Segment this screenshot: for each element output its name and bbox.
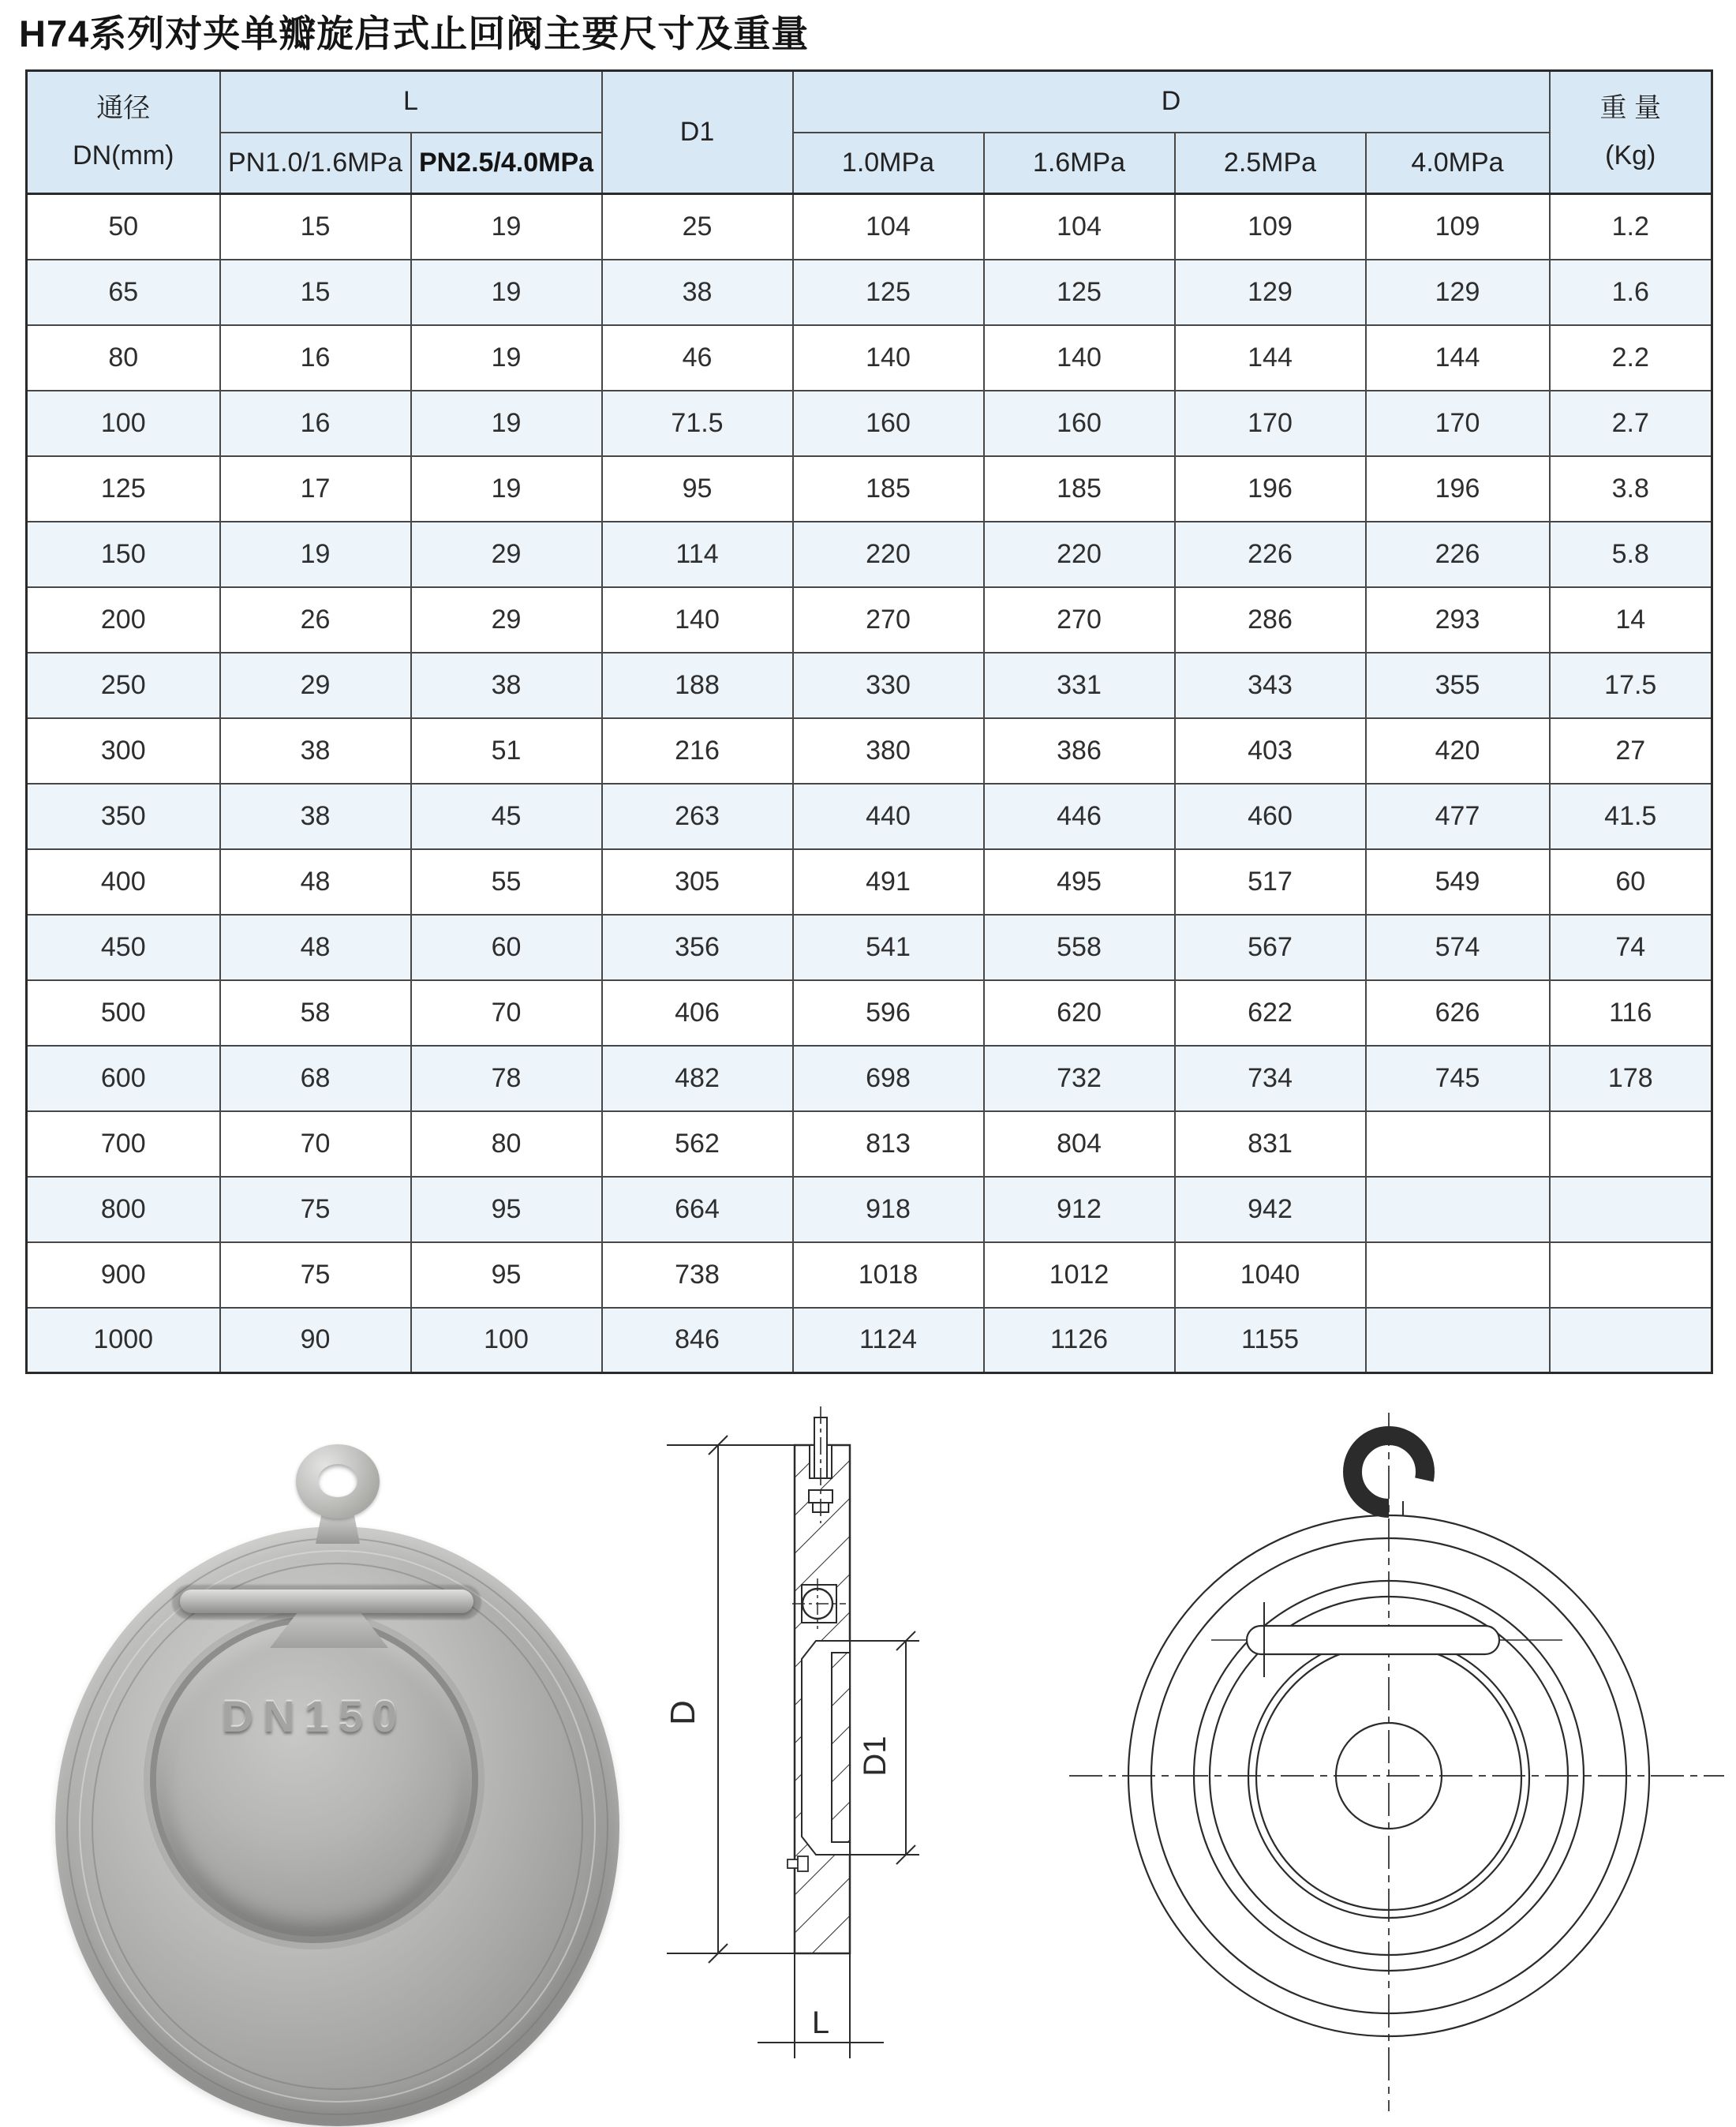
table-cell: 356: [602, 915, 793, 980]
table-cell: 188: [602, 653, 793, 718]
table-cell: 831: [1175, 1111, 1366, 1177]
cell-dn: 900: [27, 1242, 220, 1308]
table-cell: 293: [1366, 587, 1550, 653]
table-cell: 38: [220, 784, 411, 849]
table-cell: 95: [411, 1177, 602, 1242]
table-cell: 125: [984, 260, 1175, 325]
col-header-d1: D1: [602, 71, 793, 194]
table-cell: 734: [1175, 1046, 1366, 1111]
table-cell: 29: [220, 653, 411, 718]
table-cell: 71.5: [602, 391, 793, 456]
table-cell: 541: [793, 915, 984, 980]
cell-dn: 50: [27, 194, 220, 260]
table-cell: 140: [793, 325, 984, 391]
table-cell: 440: [793, 784, 984, 849]
table-cell: 330: [793, 653, 984, 718]
table-cell: 100: [411, 1308, 602, 1373]
table-cell: 813: [793, 1111, 984, 1177]
table-cell: 144: [1366, 325, 1550, 391]
stop-bar: [180, 1590, 473, 1613]
table-cell: 226: [1366, 522, 1550, 587]
table-cell: 220: [984, 522, 1175, 587]
table-cell: [1550, 1308, 1712, 1373]
table-row: [27, 391, 1712, 456]
dimension-l-label: L: [811, 2005, 830, 2040]
table-cell: 738: [602, 1242, 793, 1308]
table-cell: [1366, 1308, 1550, 1373]
dimension-d-label: D: [664, 1700, 702, 1725]
table-cell: 912: [984, 1177, 1175, 1242]
table-cell: 17.5: [1550, 653, 1712, 718]
table-cell: 270: [793, 587, 984, 653]
table-cell: 2.7: [1550, 391, 1712, 456]
table-row: [27, 325, 1712, 391]
table-cell: 14: [1550, 587, 1712, 653]
table-cell: 38: [411, 653, 602, 718]
table-row: [27, 1242, 1712, 1308]
table-cell: 482: [602, 1046, 793, 1111]
col-header-dn-line2: DN(mm): [73, 140, 174, 170]
table-cell: 75: [220, 1177, 411, 1242]
table-cell: 698: [793, 1046, 984, 1111]
table-cell: 420: [1366, 718, 1550, 784]
table-cell: 55: [411, 849, 602, 915]
table-cell: 46: [602, 325, 793, 391]
table-cell: 196: [1175, 456, 1366, 522]
cell-dn: 400: [27, 849, 220, 915]
table-cell: 178: [1550, 1046, 1712, 1111]
table-cell: 622: [1175, 980, 1366, 1046]
col-header-d-4.0mpa: 4.0MPa: [1366, 133, 1550, 194]
col-header-d-1.0mpa: 1.0MPa: [793, 133, 984, 194]
table-cell: 51: [411, 718, 602, 784]
table-cell: 477: [1366, 784, 1550, 849]
cell-dn: 300: [27, 718, 220, 784]
cell-dn: 1000: [27, 1308, 220, 1373]
table-cell: 732: [984, 1046, 1175, 1111]
table-cell: 745: [1366, 1046, 1550, 1111]
table-cell: 74: [1550, 915, 1712, 980]
table-cell: 19: [411, 391, 602, 456]
table-cell: 140: [602, 587, 793, 653]
table-cell: 491: [793, 849, 984, 915]
disc-size-label: DN150: [221, 1691, 407, 1741]
table-cell: 918: [793, 1177, 984, 1242]
col-header-l-group: L: [220, 71, 602, 133]
table-row: [27, 784, 1712, 849]
table-cell: 386: [984, 718, 1175, 784]
cell-dn: 125: [27, 456, 220, 522]
table-row: [27, 915, 1712, 980]
table-cell: 620: [984, 980, 1175, 1046]
table-cell: 170: [1175, 391, 1366, 456]
table-cell: [1550, 1111, 1712, 1177]
table-cell: 19: [411, 325, 602, 391]
front-view-drawing: [1057, 1389, 1736, 2127]
table-cell: 15: [220, 194, 411, 260]
table-cell: 495: [984, 849, 1175, 915]
cell-dn: 200: [27, 587, 220, 653]
table-cell: 664: [602, 1177, 793, 1242]
table-cell: 75: [220, 1242, 411, 1308]
table-cell: 5.8: [1550, 522, 1712, 587]
table-row: [27, 1046, 1712, 1111]
table-cell: 70: [411, 980, 602, 1046]
table-cell: 403: [1175, 718, 1366, 784]
table-cell: 19: [411, 194, 602, 260]
table-cell: 26: [220, 587, 411, 653]
table-cell: 270: [984, 587, 1175, 653]
table-cell: 29: [411, 522, 602, 587]
table-cell: 160: [793, 391, 984, 456]
table-header: [27, 71, 1712, 194]
col-header-l-pn-high: PN2.5/4.0MPa: [411, 133, 602, 194]
table-cell: 95: [602, 456, 793, 522]
stop-bar-outline: [1211, 1602, 1562, 1677]
table-cell: 78: [411, 1046, 602, 1111]
table-cell: 27: [1550, 718, 1712, 784]
table-cell: 16: [220, 325, 411, 391]
col-header-l-pn-low: PN1.0/1.6MPa: [220, 133, 411, 194]
col-header-weight: [1550, 71, 1712, 194]
table-row: [27, 522, 1712, 587]
table-cell: 58: [220, 980, 411, 1046]
table-cell: [1366, 1242, 1550, 1308]
table-cell: 804: [984, 1111, 1175, 1177]
table-cell: 144: [1175, 325, 1366, 391]
table-row: [27, 260, 1712, 325]
cell-dn: 150: [27, 522, 220, 587]
col-header-dn: [27, 71, 220, 194]
table-cell: 343: [1175, 653, 1366, 718]
table-cell: 263: [602, 784, 793, 849]
table-cell: 129: [1366, 260, 1550, 325]
table-cell: 109: [1366, 194, 1550, 260]
table-cell: 140: [984, 325, 1175, 391]
table-cell: 2.2: [1550, 325, 1712, 391]
table-cell: 406: [602, 980, 793, 1046]
table-cell: 114: [602, 522, 793, 587]
col-header-weight-line2: (Kg): [1605, 140, 1656, 170]
table-row: [27, 1308, 1712, 1373]
table-cell: 1018: [793, 1242, 984, 1308]
table-cell: 109: [1175, 194, 1366, 260]
table-body: [27, 194, 1712, 1373]
cell-dn: 80: [27, 325, 220, 391]
table-cell: 517: [1175, 849, 1366, 915]
table-cell: 1124: [793, 1308, 984, 1373]
table-cell: 160: [984, 391, 1175, 456]
table-cell: 216: [602, 718, 793, 784]
table-cell: 3.8: [1550, 456, 1712, 522]
bolt-detail: [809, 1406, 832, 1523]
table-cell: 331: [984, 653, 1175, 718]
table-cell: 68: [220, 1046, 411, 1111]
table-cell: 446: [984, 784, 1175, 849]
table-cell: 196: [1366, 456, 1550, 522]
cell-dn: 800: [27, 1177, 220, 1242]
table-row: [27, 456, 1712, 522]
section-drawing: [647, 1397, 1042, 2064]
table-cell: 38: [602, 260, 793, 325]
cell-dn: 700: [27, 1111, 220, 1177]
table-cell: 45: [411, 784, 602, 849]
table-cell: 574: [1366, 915, 1550, 980]
col-header-dn-line1: 通径: [96, 93, 151, 124]
table-cell: 70: [220, 1111, 411, 1177]
table-cell: 549: [1366, 849, 1550, 915]
table-cell: 1.6: [1550, 260, 1712, 325]
cell-dn: 65: [27, 260, 220, 325]
table-cell: [1550, 1242, 1712, 1308]
valve-photo: [55, 1444, 619, 2123]
table-cell: 567: [1175, 915, 1366, 980]
table-row: [27, 718, 1712, 784]
col-header-d-2.5mpa: 2.5MPa: [1175, 133, 1366, 194]
cell-dn: 500: [27, 980, 220, 1046]
table-cell: 60: [411, 915, 602, 980]
table-cell: 355: [1366, 653, 1550, 718]
cell-dn: 350: [27, 784, 220, 849]
table-cell: 80: [411, 1111, 602, 1177]
table-cell: 226: [1175, 522, 1366, 587]
table-cell: 286: [1175, 587, 1366, 653]
table-cell: 129: [1175, 260, 1366, 325]
table-cell: [1366, 1111, 1550, 1177]
table-cell: 48: [220, 849, 411, 915]
table-cell: 19: [411, 456, 602, 522]
page-title: H74系列对夹单瓣旋启式止回阀主要尺寸及重量: [19, 13, 810, 54]
table-cell: 25: [602, 194, 793, 260]
table-row: [27, 849, 1712, 915]
table-cell: 1040: [1175, 1242, 1366, 1308]
table-cell: 104: [793, 194, 984, 260]
table-cell: 220: [793, 522, 984, 587]
table-cell: 558: [984, 915, 1175, 980]
table-row: [27, 587, 1712, 653]
table-cell: 1126: [984, 1308, 1175, 1373]
table-row: [27, 1111, 1712, 1177]
table-row: [27, 980, 1712, 1046]
table-cell: 626: [1366, 980, 1550, 1046]
table-cell: 460: [1175, 784, 1366, 849]
table-cell: 562: [602, 1111, 793, 1177]
cell-dn: 600: [27, 1046, 220, 1111]
table-row: [27, 194, 1712, 260]
col-header-d-group: D: [793, 71, 1550, 133]
table-cell: 305: [602, 849, 793, 915]
table-cell: 17: [220, 456, 411, 522]
table-cell: 16: [220, 391, 411, 456]
col-header-d-1.6mpa: 1.6MPa: [984, 133, 1175, 194]
cell-dn: 250: [27, 653, 220, 718]
table-cell: 95: [411, 1242, 602, 1308]
table-cell: 41.5: [1550, 784, 1712, 849]
table-cell: 48: [220, 915, 411, 980]
table-cell: 38: [220, 718, 411, 784]
table-cell: 104: [984, 194, 1175, 260]
table-cell: 1012: [984, 1242, 1175, 1308]
table-cell: [1366, 1177, 1550, 1242]
cell-dn: 100: [27, 391, 220, 456]
table-cell: 846: [602, 1308, 793, 1373]
table-cell: [1550, 1177, 1712, 1242]
table-cell: 596: [793, 980, 984, 1046]
table-cell: 1.2: [1550, 194, 1712, 260]
dimension-d1-label: D1: [858, 1736, 892, 1777]
cell-dn: 450: [27, 915, 220, 980]
table-cell: 1155: [1175, 1308, 1366, 1373]
table-cell: 116: [1550, 980, 1712, 1046]
table-cell: 29: [411, 587, 602, 653]
table-row: [27, 653, 1712, 718]
table-cell: 185: [984, 456, 1175, 522]
table-cell: 60: [1550, 849, 1712, 915]
table-cell: 125: [793, 260, 984, 325]
table-cell: 19: [411, 260, 602, 325]
table-cell: 15: [220, 260, 411, 325]
dimension-l: [758, 1953, 884, 2058]
valve-disc: [156, 1623, 472, 1937]
table-row: [27, 1177, 1712, 1242]
table-cell: 19: [220, 522, 411, 587]
figures-strip: [0, 1377, 1736, 2127]
dimension-d: [664, 1436, 728, 1963]
table-cell: 380: [793, 718, 984, 784]
table-cell: 90: [220, 1308, 411, 1373]
col-header-weight-line1: 重 量: [1599, 93, 1661, 124]
dimensions-table: [25, 69, 1713, 1374]
table-cell: 185: [793, 456, 984, 522]
table-cell: 170: [1366, 391, 1550, 456]
table-cell: 942: [1175, 1177, 1366, 1242]
lifting-eye-ring: [296, 1444, 380, 1518]
